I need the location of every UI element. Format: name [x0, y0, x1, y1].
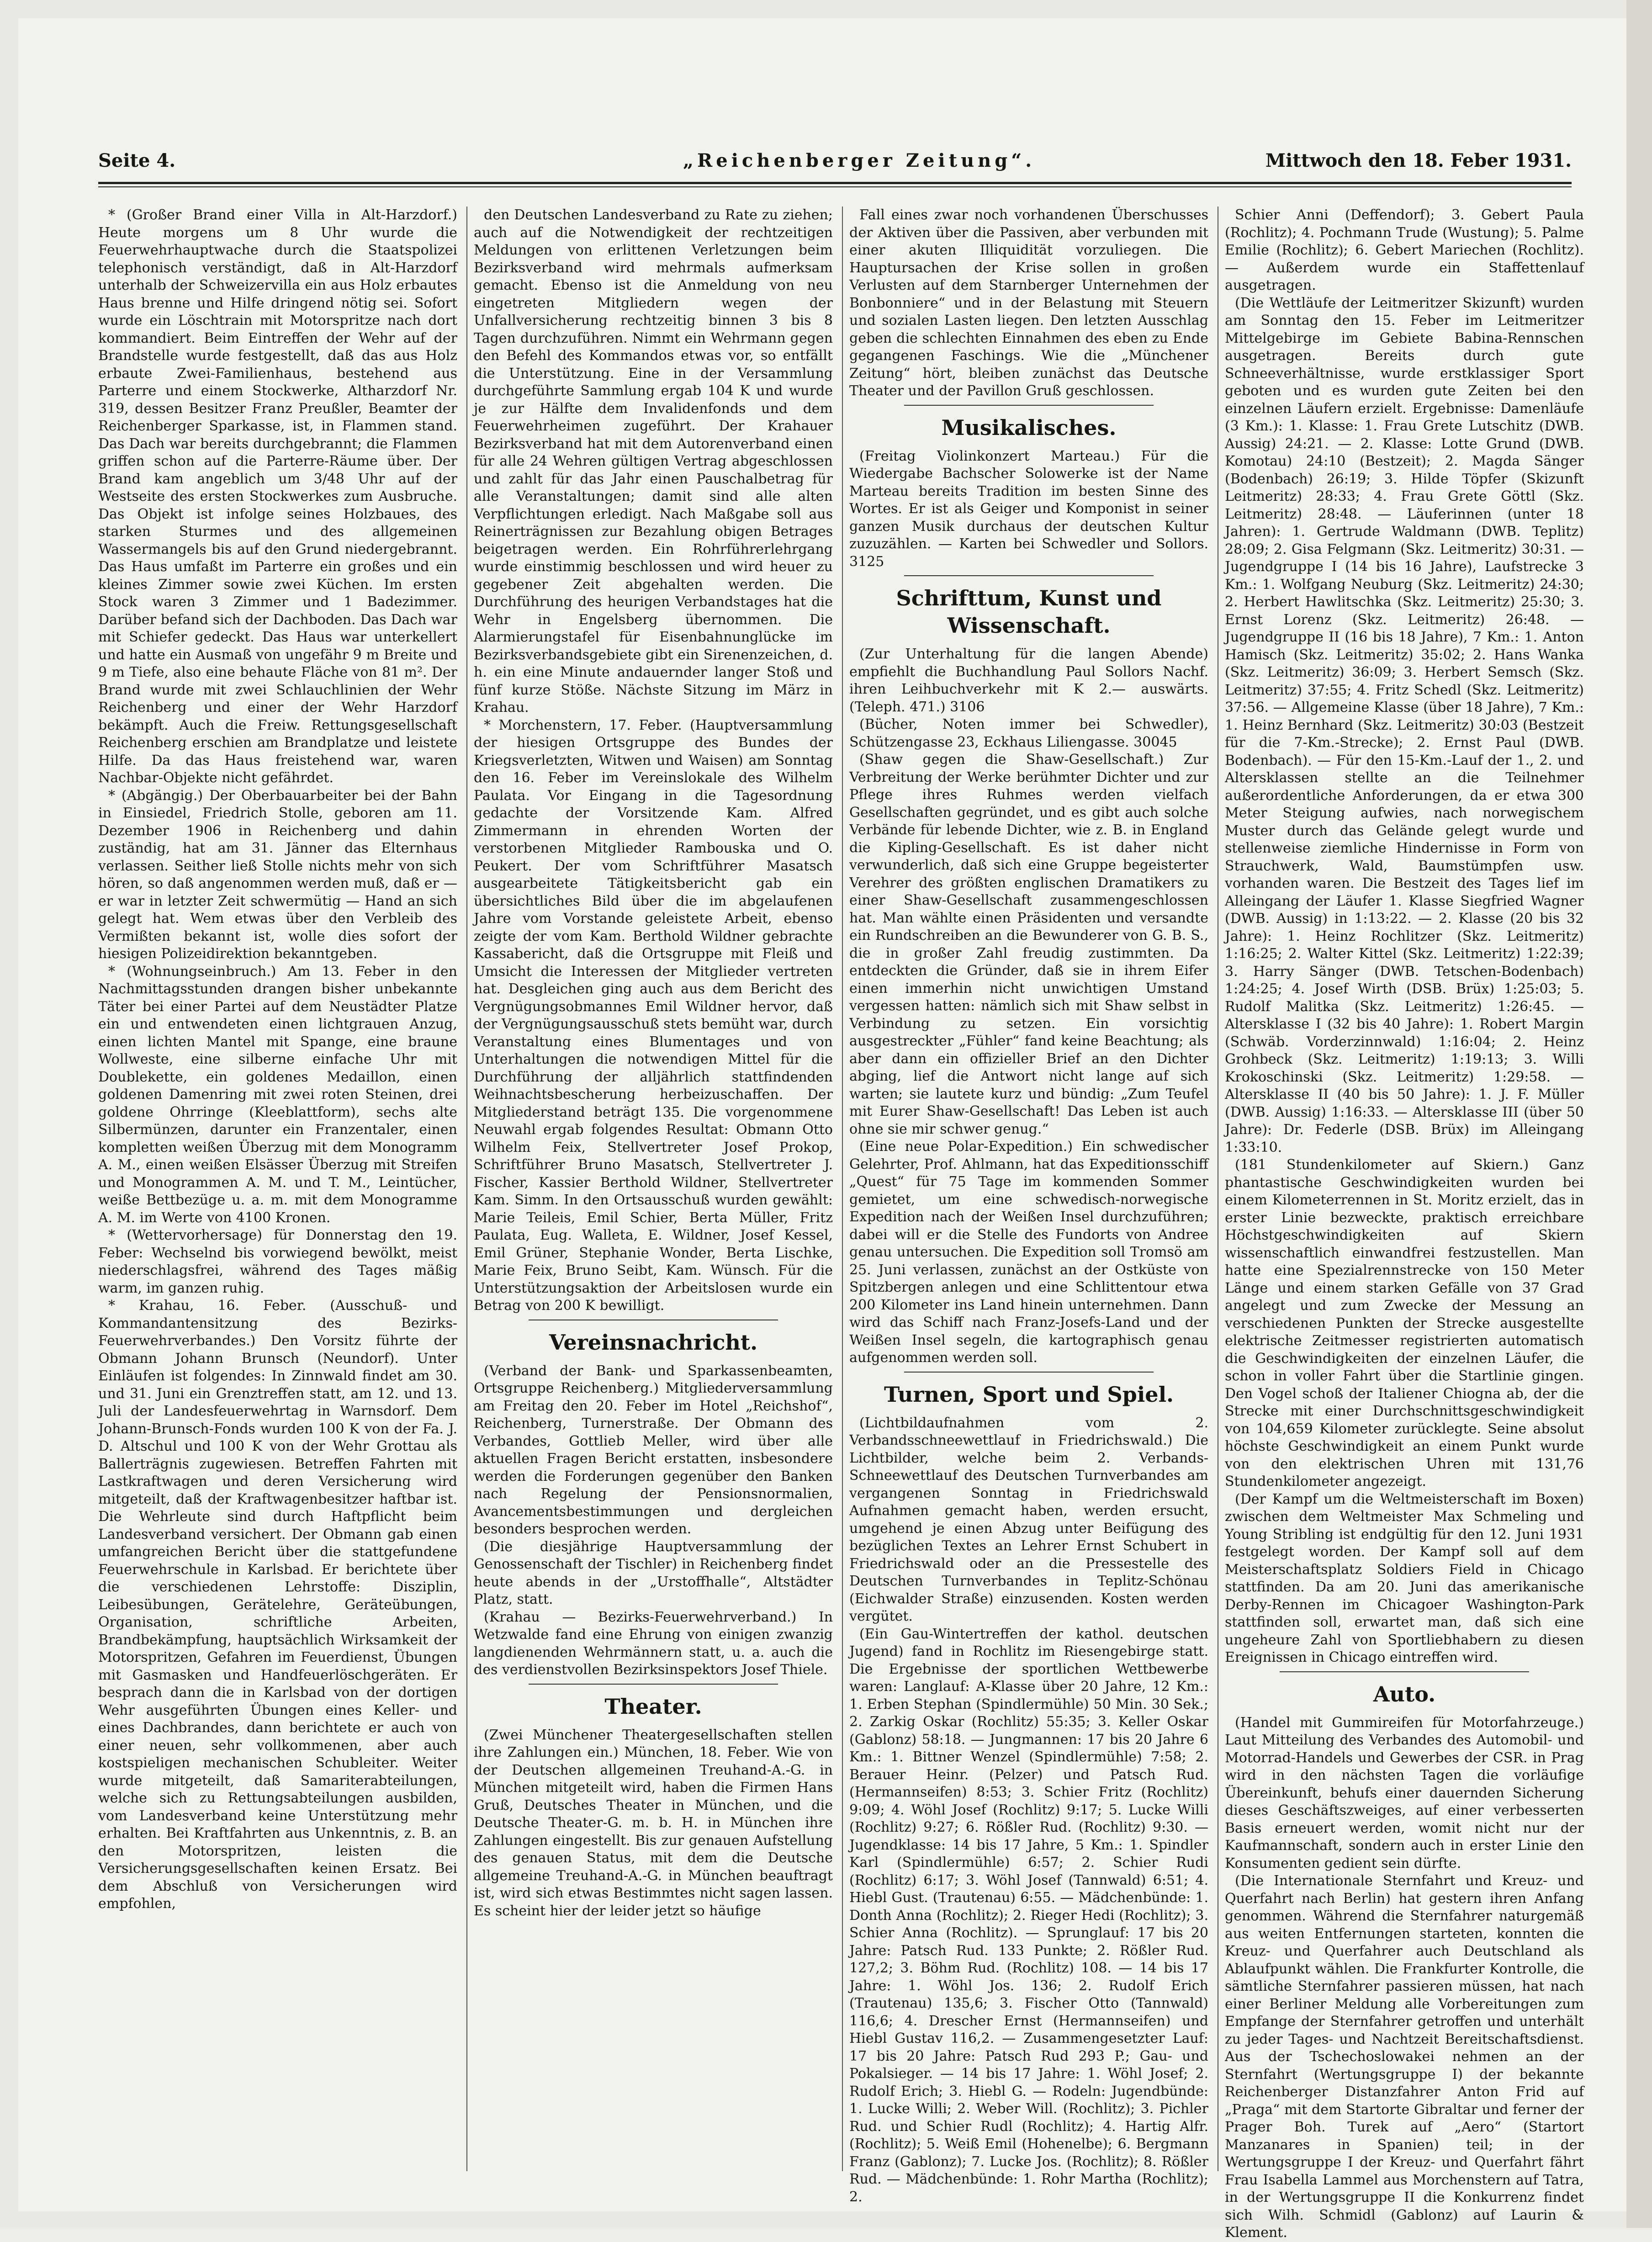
- article-paragraph: (Eine neue Polar-Expedition.) Ein schwedischer Gelehrter, Prof. Ahlmann, hat das Expeditionsschiff „Quest“ für 75 Tage im kommenden Sommer gemietet, um eine schwedisch-norwegische Expedition nach der Weißen Insel durchzuführen; dabei will er die Stelle des Fundorts von Andree genau untersuchen. Die Expedition soll Tromsö am 25. Juni verlassen, zunächst an der Ostküste von Spitzbergen anlegen und eine Schlittentour etwa 200 Kilometer ins Land hinein unternehmen. Dann wird das Schiff nach Franz-Josefs-Land und der Weißen Insel segeln, die kartographisch genau aufgenommen werden soll.: [849, 1139, 1208, 1366]
- section-rule: [1280, 1671, 1529, 1672]
- issue-date: Mittwoch den 18. Feber 1931.: [1265, 150, 1572, 171]
- section-rule: [904, 1372, 1154, 1373]
- article-paragraph: (181 Stundenkilometer auf Skiern.) Ganz phantastische Geschwindigkeiten wurden bei einem Kilometerrennen in St. Moritz erzielt, das in erster Linie bezweckte, praktisch erreichbare Höchstgeschwindigkeiten auf Skiern wissenschaftlich einwandfrei festzustellen. Man hatte eine Spezialrennstrecke von 150 Meter Länge und einem starken Gefälle von 37 Grad angelegt und zum Zwecke der Messung an verschiedenen Punkten der Strecke ausgestellte elektrische Zeitmesser registrierten automatisch die Geschwindigkeiten der einzelnen Läufer, die schon in voller Fahrt über die Startlinie gingen. Den Vogel schoß der Italiener Chiogna ab, der die Strecke mit einer Durchschnittsgeschwindigkeit von 104,659 Kilometer zurücklegte. Seine absolut höchste Geschwindigkeit an einem Punkt wurde von den elektrischen Uhren mit 131,76 Stundenkilometer angezeigt.: [1225, 1157, 1584, 1489]
- section-heading: Musikalisches.: [941, 415, 1117, 440]
- article-paragraph: * (Abgängig.) Der Oberbauarbeiter bei der Bahn in Einsiedel, Friedrich Stolle, geboren am 11. Dezember 1906 in Reichenberg und dahin zuständig, hat am 31. Jänner das Elternhaus verlassen. Seither ließ Stolle nichts mehr von sich hören, so daß angenommen werden muß, daß er — er war in letzter Zeit schwermütig — Hand an sich gelegt hat. Wem etwas über den Verbleib des Vermißten bekannt ist, wolle dies sofort der hiesigen Polizeidirektion bekanntgeben.: [98, 787, 457, 962]
- section-rule: [904, 575, 1154, 576]
- article-paragraph: Fall eines zwar noch vorhandenen Überschusses der Aktiven über die Passiven, aber verbunden mit einer akuten Illiquidität vorzuliegen. Die Hauptursachen der Krise sollen in großen Verlusten auf dem Starnberger Unternehmen der Bonbonniere“ und in der Belastung mit Steuern und sozialen Lasten liegen. Den letzten Ausschlag geben die schlechten Einnahmen des eben zu Ende gegangenen Faschings. Wie die „Münchener Zeitung“ hört, bleiben zunächst das Deutsche Theater und der Pavillon Gruß geschlossen.: [849, 207, 1208, 399]
- column-4: [1225, 207, 1584, 2241]
- article-paragraph: * Morchenstern, 17. Feber. (Hauptversammlung der hiesigen Ortsgruppe des Bundes der Kriegsverletzten, Witwen und Waisen) am Sonntag den 16. Feber im Vereinslokale des Wilhelm Paulata. Vor Eingang in die Tagesordnung gedachte der Vorsitzende Kam. Alfred Zimmermann in ehrenden Worten der verstorbenen Mitglieder Rambouska und O. Peukert. Der vom Schriftführer Masatsch ausgearbeitete Tätigkeitsbericht gab ein übersichtliches Bild über die im abgelaufenen Jahre vom Vorstande geleistete Arbeit, ebenso zeigte der vom Kam. Berthold Wildner gebrachte Kassabericht, daß die Ortsgruppe mit Fleiß und Umsicht die Interessen der Mitglieder vertreten hat. Desgleichen ging auch aus dem Bericht des Vergnügungsobmannes Emil Wildner hervor, daß der Vergnügungsausschuß stets bemüht war, durch Veranstaltung eines Blumentages und von Unterhaltungen die notwendigen Mittel für die Durchführung der alljährlich stattfindenden Weihnachtsbescherung herbeizuschaffen. Der Mitgliederstand beträgt 135. Die vorgenommene Neuwahl ergab folgendes Resultat: Obmann Otto Wilhelm Feix, Stellvertreter Josef Prokop, Schriftführer Bruno Masatsch, Stellvertreter J. Fischer, Kassier Berthold Wildner, Stellvertreter Kam. Simm. In den Ortsausschuß wurden gewählt: Marie Teileis, Emil Schier, Berta Müller, Fritz Paulata, Eug. Walleta, E. Wildner, Josef Kessel, Emil Grüner, Stephanie Wonder, Berta Lischke, Marie Feix, Bruno Seibt, Kam. Wünsch. Für die Unterstützungsaktion der Arbeitslosen wurde ein Betrag von 200 K bewilligt.: [474, 717, 833, 1314]
- article-paragraph: den Deutschen Landesverband zu Rate zu ziehen; auch auf die Notwendigkeit der rechtzeitigen Meldungen von erlittenen Verletzungen beim Bezirksverband wird mehrmals aufmerksam gemacht. Ebenso ist die Anmeldung von neu eingetreten Mitgliedern wegen der Unfallversicherung rechtzeitig binnen 3 bis 8 Tagen durchzuführen. Nimmt ein Wehrmann gegen den Befehl des Kommandos etwas vor, so entfällt die Unterstützung. Eine in der Versammlung durchgeführte Sammlung ergab 104 K und wurde je zur Hälfte dem Invalidenfonds und dem Feuerwehrheimen zugeführt. Der Krahauer Bezirksverband hat mit dem Autorenverband einen für alle 24 Wehren gültigen Vertrag abgeschlossen und zahlt für das Jahr einen Pauschalbetrag für alle Veranstaltungen; damit sind alle alten Verpflichtungen erledigt. Nach Maßgabe soll aus Reinerträgnissen zur Bezahlung obigen Betrages beigetragen werden. Ein Rohrführerlehrgang wurde einstimmig beschlossen und wird heuer zu gegebener Zeit abgehalten werden. Die Durchführung des heurigen Verbandstages hat die Wehr in Engelsberg übernommen. Die Alarmierungstafel für Eisenbahnunglücke im Bezirksverbandsgebiete gibt ein Sirenenzeichen, d. h. ein eine Minute andauernder langer Stoß und fünf kurze Stöße. Nächste Sitzung im März in Krahau.: [474, 207, 833, 716]
- section-heading: Vereinsnachricht.: [549, 1330, 758, 1355]
- article-paragraph: (Zwei Münchener Theatergesellschaften stellen ihre Zahlungen ein.) München, 18. Feber. Wie von der Deutschen allgemeinen Treuhand-A.-G. in München mitgeteilt wird, haben die Firmen Hans Gruß, Deutsches Theater in München, und die Deutsche Theater-G. m. b. H. in München ihre Zahlungen eingestellt. Bis zur genauen Aufstellung des genauen Status, mit dem die Deutsche allgemeine Treuhand-A.-G. in München beauftragt ist, wird sich etwas Bestimmtes nicht sagen lassen. Es scheint hier der leider jetzt so häufige: [474, 1727, 833, 1919]
- article-paragraph: (Lichtbildaufnahmen vom 2. Verbandsschneewettlauf in Friedrichswald.) Die Lichtbilder, welche beim 2. Verbands-Schneewettlauf des Deutschen Turnverbandes am vergangenen Sonntag in Friedrichswald Aufnahmen gemacht haben, werden ersucht, umgehend je einen Abzug unter Beifügung des bezüglichen Textes an Lehrer Ernst Schubert in Friedrichswald oder an die Pressestelle des Deutschen Turnverbandes in Teplitz-Schönau (Eichwalder Straße) einzusenden. Kosten werden vergütet.: [849, 1415, 1208, 1624]
- header-rule: [98, 182, 1572, 184]
- column-divider: [466, 207, 467, 2171]
- article-paragraph: (Bücher, Noten immer bei Schwedler), Schützengasse 23, Eckhaus Liliengasse. 30045: [849, 716, 1208, 750]
- section-rule: [529, 1684, 778, 1685]
- column-1: [98, 207, 457, 2171]
- newspaper-title: „Reichenberger Zeitung“.: [683, 150, 1036, 171]
- article-paragraph: (Verband der Bank- und Sparkassenbeamten, Ortsgruppe Reichenberg.) Mitgliederversammlung am Freitag den 20. Feber im Hotel „Reichshof“, Reichenberg, Turnerstraße. Der Obmann des Verbandes, Gottlieb Meller, wird über alle aktuellen Fragen Bericht erstatten, insbesondere werden die Forderungen gegenüber den Banken nach Regelung der Pensionsnormalien, Avancementsbestimmungen und dergleichen besonders besprochen werden.: [474, 1362, 833, 1537]
- article-paragraph: (Die Internationale Sternfahrt und Kreuz- und Querfahrt nach Berlin) hat gestern ihren Anfang genommen. Während die Sternfahrer naturgemäß aus weiten Entfernungen starteten, konnten die Kreuz- und Querfahrer auch Deutschland als Ablaufpunkt wählen. Die Frankfurter Kontrolle, die sämtliche Sternfahrer passieren müssen, hat nach einer Berliner Meldung alle Vorbereitungen zum Empfange der Sternfahrer getroffen und unterhält zu jeder Tages- und Nachtzeit Bereitschaftsdienst. Aus der Tschechoslowakei nehmen an der Sternfahrt (Wertungsgruppe I) der bekannte Reichenberger Distanzfahrer Anton Frid auf „Praga“ mit dem Startorte Gibraltar und ferner der Prager Boh. Turek auf „Aero“ (Startort Manzanares in Spanien) teil; in der Wertungsgruppe I der Kreuz- und Querfahrt fährt Frau Isabella Lammel aus Morchenstern auf Tatra, in der Wertungsgruppe II die Konkurrenz findet sich Wilh. Schmidl (Gablonz) auf Laurin & Klement.: [1225, 1873, 1584, 2241]
- article-paragraph: (Der Kampf um die Weltmeisterschaft im Boxen) zwischen dem Weltmeister Max Schmeling und Young Stribling ist endgültig für den 12. Juni 1931 festgelegt worden. Der Kampf soll auf dem Meisterschaftsplatz Soldiers Field in Chicago stattfinden. Da am 20. Juni das amerikanische Derby-Rennen im Chicagoer Washington-Park stattfinden soll, erwartet man, daß sich eine ungeheure Zahl von Sportliebhabern zu diesen Ereignissen in Chicago eintreffen wird.: [1225, 1491, 1584, 1665]
- section-heading: Theater.: [604, 1694, 702, 1719]
- article-paragraph: * Krahau, 16. Feber. (Ausschuß- und Kommandantensitzung des Bezirks-Feuerwehrverbandes.) Den Vorsitz führte der Obmann Johann Brunsch (Neundorf). Unter Einläufen ist folgendes: In Zinnwald findet am 30. und 31. Juni ein Grenztreffen statt, am 12. und 13. Juli der Landesfeuerwehrtag in Warnsdorf. Dem Johann-Brunsch-Fonds wurden 100 K von der Fa. J. D. Altschul und 100 K von der Wehr Grottau als Ballerträgnis zugewiesen. Betreffen Fahrten mit Lastkraftwagen und deren Versicherung wird mitgeteilt, daß der Kraftwagenbesitzer haftbar ist. Die Wehrleute sind durch Haftpflicht beim Landesverband versichert. Der Obmann gab einen umfangreichen Bericht über die stattgefundene Feuerwehrschule in Karlsbad. Er berichtete über die verschiedenen Lehrstoffe: Disziplin, Leibesübungen, Gerätelehre, Geräteübungen, Organisation, schriftliche Arbeiten, Brandbekämpfung, hauptsächlich Wirksamkeit der Motorspritzen, Gefahren im Feuerdienst, Übungen mit Gasmasken und Handfeuerlöschgeräten. Er besprach dann die in Karlsbad von der dortigen Wehr ausgeführten Übungen eines Keller- und eines Dachbrandes, dann berichtete er auch von einer neuen, sehr vollkommenen, aber auch kostspieligen mechanischen Schubleiter. Weiter wurde mitgeteilt, daß Samariterabteilungen, welche sich zu Rettungsabteilungen ausbilden, vom Landesverband keine Unterstützung mehr erhalten. Bei Kraftfahrten aus Unkenntnis, z. B. an den Motorspritzen, leisten die Versicherungsgesellschaften keinen Ersatz. Bei dem Abschluß von Versicherungen wird empfohlen,: [98, 1298, 457, 1912]
- article-paragraph: (Ein Gau-Wintertreffen der kathol. deutschen Jugend) fand in Rochlitz im Riesengebirge statt. Die Ergebnisse der sportlichen Wettbewerbe waren: Langlauf: A-Klasse über 20 Jahre, 12 Km.: 1. Erben Stephan (Spindlermühle) 50 Min. 30 Sek.; 2. Zarkig Oskar (Rochlitz) 55:35; 3. Keller Oskar (Gablonz) 58:18. — Jungmannen: 17 bis 20 Jahre 6 Km.: 1. Bittner Wenzel (Spindlermühle) 7:58; 2. Berauer Heinr. (Pelzer) und Patsch Rud. (Hermannseifen) 8:53; 3. Schier Fritz (Rochlitz) 9:09; 4. Wöhl Josef (Rochlitz) 9:17; 5. Lucke Willi (Rochlitz) 9:27; 6. Rößler Rud. (Rochlitz) 9:30. — Jugendklasse: 14 bis 17 Jahre, 5 Km.: 1. Spindler Karl (Spindlermühle) 6:57; 2. Schier Rudi (Rochlitz) 6:17; 3. Wöhl Josef (Tannwald) 6:51; 4. Hiebl Gust. (Trautenau) 6:55. — Mädchenbünde: 1. Donth Anna (Rochlitz); 2. Rieger Hedi (Rochlitz); 3. Schier Anna (Rochlitz). — Sprunglauf: 17 bis 20 Jahre: Patsch Rud. 133 Punkte; 2. Rößler Rud. 127,2; 3. Böhm Rud. (Rochlitz) 108. — 14 bis 17 Jahre: 1. Wöhl Jos. 136; 2. Rudolf Erich (Trautenau) 135,6; 3. Fischer Otto (Tannwald) 116,6; 4. Drescher Ernst (Hermannseifen) und Hiebl Gustav 116,2. — Zusammengesetzter Lauf: 17 bis 20 Jahre: Patsch Rud 293 P.; Gau- und Pokalsieger. — 14 bis 17 Jahre: 1. Wöhl Josef; 2. Rudolf Erich; 3. Hiebl G. — Rodeln: Jugendbünde: 1. Lucke Willi; 2. Weber Will. (Rochlitz); 3. Pichler Rud. und Schier Rudl (Rochlitz); 4. Hartig Alfr. (Rochlitz); 5. Weiß Emil (Hohenelbe); 6. Bergmann Franz (Gablonz); 7. Lucke Jos. (Rochlitz); 8. Rößler Rud. — Mädchenbünde: 1. Rohr Martha (Rochlitz); 2.: [849, 1626, 1208, 2205]
- page-header: [98, 150, 1572, 179]
- column-2: [474, 207, 833, 2171]
- article-paragraph: (Krahau — Bezirks-Feuerwehrverband.) In Wetzwalde fand eine Ehrung von einigen zwanzig langdienenden Wehrmännern statt, u. a. auch die des verdienstvollen Bezirksinspektors Josef Thiele.: [474, 1609, 833, 1678]
- article-paragraph: * (Wohnungseinbruch.) Am 13. Feber in den Nachmittagsstunden drangen bisher unbekannte Täter bei einer Partei auf dem Neustädter Platze ein und entwendeten einen lichtgrauen Anzug, einen lichten Mantel mit Spange, eine braune Wollweste, eine silberne einfache Uhr mit Doublekette, ein goldenes Medaillon, einen goldenen Damenring mit zwei roten Steinen, drei goldene Ohrringe (Kleeblattform), sechs alte Silbermünzen, darunter ein Franzentaler, einen kompletten weißen Überzug mit dem Monogramm A. M., einen weißen Elsässer Überzug mit Streifen und Monogrammen A. M. und T. M., Leintücher, weiße Bettbezüge u. a. m. mit dem Monogramme A. M. im Werte von 4100 Kronen.: [98, 963, 457, 1226]
- header-rule-thin: [98, 186, 1572, 187]
- article-paragraph: (Freitag Violinkonzert Marteau.) Für die Wiedergabe Bachscher Solowerke ist der Name Marteau bereits Tradition im besten Sinne des Wortes. Er ist als Geiger und Komponist in seiner ganzen Musik durchaus der deutschen Kultur zuzuzählen. — Karten bei Schwedler und Sollors. 3125: [849, 448, 1208, 570]
- article-paragraph: (Die diesjährige Hauptversammlung der Genossenschaft der Tischler) in Reichenberg findet heute abends in der „Urstoffhalle“, Altstädter Platz, statt.: [474, 1538, 833, 1607]
- article-paragraph: Schier Anni (Deffendorf); 3. Gebert Paula (Rochlitz); 4. Pochmann Trude (Wustung); 5. Palme Emilie (Rochlitz); 6. Gebert Mariechen (Rochlitz). — Außerdem wurde ein Staffettenlauf ausgetragen.: [1225, 207, 1584, 293]
- column-divider: [842, 207, 843, 2171]
- page-number: Seite 4.: [98, 150, 176, 171]
- column-3: [849, 207, 1208, 2205]
- article-paragraph: (Zur Unterhaltung für die langen Abende) empfiehlt die Buchhandlung Paul Sollors Nachf. ihren Leihbuchverkehr mit K 2.— auswärts. (Teleph. 471.) 3106: [849, 646, 1208, 715]
- section-heading: Auto.: [1373, 1681, 1436, 1707]
- section-rule: [904, 405, 1154, 406]
- article-paragraph: * (Großer Brand einer Villa in Alt-Harzdorf.) Heute morgens um 8 Uhr wurde die Feuerwehrhauptwache durch die Staatspolizei telephonisch verständigt, daß in Alt-Harzdorf unterhalb der Schweizervilla ein aus Holz erbautes Haus brenne und Hilfe dringend nötig sei. Sofort wurde ein Löschtrain mit Motorspritze nach dort kommandiert. Beim Eintreffen der Wehr auf der Brandstelle wurde festgestellt, daß das aus Holz erbaute Zwei-Familienhaus, bestehend aus Parterre und einem Stockwerke, Altharzdorf Nr. 319, dessen Besitzer Franz Preußler, Beamter der Reichenberger Sparkasse, ist, in Flammen stand. Das Dach war bereits durchgebrannt; die Flammen griffen schon auf die Parterre-Räume über. Der Brand kam angeblich um 3/48 Uhr auf der Westseite des ersten Stockwerkes zum Ausbruche. Das Objekt ist infolge seines Holzbaues, des starken Sturmes und des allgemeinen Wassermangels bis auf den Grund niedergebrannt. Das Haus umfaßt im Parterre ein großes und ein kleines Zimmer sowie zwei Küchen. Im ersten Stock waren 3 Zimmer und 1 Badezimmer. Darüber befand sich der Dachboden. Das Dach war mit Schiefer gedeckt. Das Haus war unterkellert und hatte ein Ausmaß von ungefähr 9 m Breite und 9 m Tiefe, also eine behaute Fläche von 81 m². Der Brand wurde mit zwei Schlauchlinien der Wehr Reichenberg und einer der Wehr Harzdorf bekämpft. Auch die Freiw. Rettungsgesellschaft Reichenberg erschien am Brandplatze und leistete Hilfe. Da das Haus freistehend war, waren Nachbar-Objekte nicht gefährdet.: [98, 207, 457, 786]
- article-paragraph: (Die Wettläufe der Leitmeritzer Skizunft) wurden am Sonntag den 15. Feber im Leitmeritzer Mittelgebirge im Gebiete Babina-Rennschen ausgetragen. Bereits durch gute Schneeverhältnisse, wurde erstklassiger Sport geboten und es wurden gute Zeiten bei den einzelnen Läufern erzielt. Ergebnisse: Damenläufe (3 Km.): 1. Klasse: 1. Frau Grete Lutschitz (DWB. Aussig) 24:21. — 2. Klasse: Lotte Grund (DWB. Komotau) 24:10 (Bestzeit); 2. Magda Sänger (Bodenbach) 26:19; 3. Hilde Töpfer (Skizunft Leitmeritz) 28:33; 4. Frau Grete Göttl (Skz. Leitmeritz) 28:48. — Läuferinnen (unter 18 Jahren): 1. Gertrude Waldmann (DWB. Teplitz) 28:09; 2. Gisa Felgmann (Skz. Leitmeritz) 30:31. — Jugendgruppe I (14 bis 16 Jahre), Laufstrecke 3 Km.: 1. Wolfgang Neuburg (Skz. Leitmeritz) 24:30; 2. Herbert Hawlitschka (Skz. Leitmeritz) 25:30; 3. Ernst Lorenz (Skz. Leitmeritz) 26:48. — Jugendgruppe II (16 bis 18 Jahre), 7 Km.: 1. Anton Hamisch (Skz. Leitmeritz) 35:02; 2. Hans Wanka (Skz. Leitmeritz) 36:09; 3. Herbert Semsch (Skz. Leitmeritz) 37:55; 4. Fritz Schedl (Skz. Leitmeritz) 37:56. — Allgemeine Klasse (über 18 Jahre), 7 Km.: 1. Heinz Bernhard (Skz. Leitmeritz) 30:03 (Bestzeit für die 7-Km.-Strecke); 2. Ernst Paul (DWB. Bodenbach). — Für den 15-Km.-Lauf der 1., 2. und Altersklassen stellte an die Teilnehmer außerordentliche Anforderungen, da er etwa 300 Meter Steigung aufwies, nach norwegischem Muster durch das Gelände gelegt wurde und stellenweise ziemliche Hindernisse in Form von Strauchwerk, Wald, Baumstümpfen usw. vorhanden waren. Die Bestzeit des Tages lief im Alleingang der Läufer 1. Klasse Siegfried Wagner (DWB. Aussig) in 1:13:22. — 2. Klasse (20 bis 32 Jahre): 1. Heinz Rochlitzer (Skz. Leitmeritz) 1:16:25; 2. Walter Kittel (Skz. Leitmeritz) 1:22:39; 3. Harry Sänger (DWB. Tetschen-Bodenbach) 1:24:25; 4. Josef Wirth (DSB. Brüx) 1:25:03; 5. Rudolf Malitka (Skz. Leitmeritz) 1:26:45. — Altersklasse I (32 bis 40 Jahre): 1. Robert Margin (Schwäb. Vorderzinnwald) 1:16:04; 2. Heinz Grohbeck (Skz. Leitmeritz) 1:19:13; 3. Willi Krokoschinski (Skz. Leitmeritz) 1:29:58. — Altersklasse II (40 bis 50 Jahre): 1. J. F. Müller (DWB. Aussig) 1:16:33. — Altersklasse III (über 50 Jahre): Dr. Federle (DSB. Brüx) im Alleingang 1:33:10.: [1225, 295, 1584, 1155]
- section-heading: Turnen, Sport und Spiel.: [884, 1382, 1174, 1407]
- article-paragraph: (Handel mit Gummireifen für Motorfahrzeuge.) Laut Mitteilung des Verbandes des Automobil- und Motorrad-Handels und Gewerbes der CSR. in Prag wird in den nächsten Tagen die vorläufige Übereinkunft, behufs einer dauernden Sicherung dieses Geschäftszweiges, auf einer verbesserten Basis erneuert werden, womit nicht nur der Kaufmannschaft, sondern auch in erster Linie den Konsumenten gedient sein dürfte.: [1225, 1714, 1584, 1871]
- scan-gutter: [1626, 0, 1652, 2228]
- article-paragraph: (Shaw gegen die Shaw-Gesellschaft.) Zur Verbreitung der Werke berühmter Dichter und zur Pflege ihres Ruhmes werden vielfach Gesellschaften gegründet, und es gibt auch solche Verbände für lebende Dichter, wie z. B. in England die Kipling-Gesellschaft. Es ist daher nicht verwunderlich, daß sich eine Gruppe begeisterter Verehrer des größten englischen Dramatikers zu einer Shaw-Gesellschaft zusammengeschlossen hat. Man wählte einen Präsidenten und versandte ein Rundschreiben an die Bewunderer von G. B. S., die in großer Zahl freudig zustimmten. Da entdeckten die Gründer, daß sie in ihrem Eifer einen immerhin nicht unwichtigen Umstand vergessen hatten: nämlich sich mit Shaw selbst in Verbindung zu setzen. Ein vorsichtig ausgestreckter „Fühler“ fand keine Beachtung; als aber dann ein offizieller Brief an den Dichter abging, lief die Antwort nicht lange auf sich warten; sie lautete kurz und bündig: „Zum Teufel mit Eurer Shaw-Gesellschaft! Das Leben ist auch ohne sie mir schwer genug.“: [849, 752, 1208, 1137]
- article-paragraph: * (Wettervorhersage) für Donnerstag den 19. Feber: Wechselnd bis vorwiegend bewölkt, meist niederschlagsfrei, während des Tages mäßig warm, im ganzen ruhig.: [98, 1227, 457, 1296]
- section-heading: Schrifttum, Kunst und Wissenschaft.: [896, 586, 1162, 638]
